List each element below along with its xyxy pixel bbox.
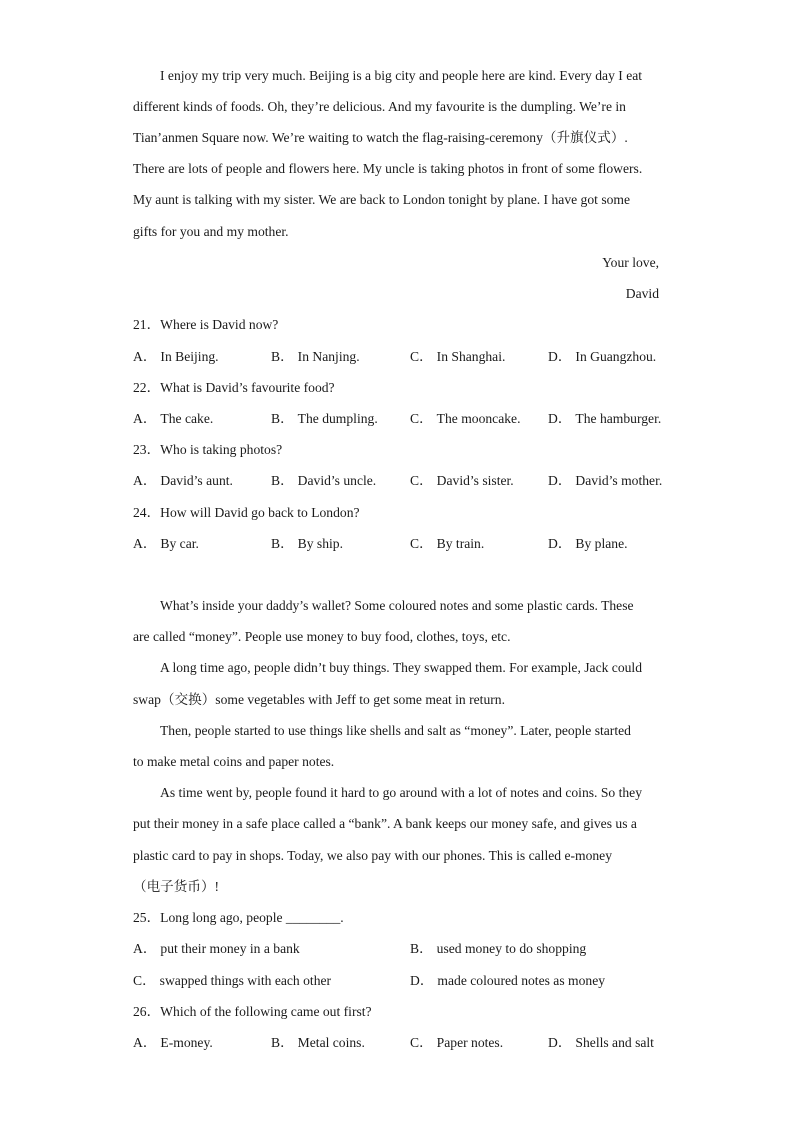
option-c: [410, 473, 514, 489]
passage2-line: What’s inside your daddy’s wallet? Some coloured notes and some plastic cards. These: [160, 598, 634, 613]
option-a: [133, 473, 233, 489]
option-b: [271, 349, 360, 365]
letter-closing: Your love,: [602, 255, 659, 270]
option-text: The cake.: [160, 411, 214, 426]
passage2-line: swap（交换）some vegetables with Jeff to get some meat in return.: [133, 692, 505, 707]
option-text: used money to do shopping: [436, 941, 587, 956]
option-c: [133, 973, 331, 989]
question-stem: 25．Long long ago, people ________.: [133, 910, 344, 925]
option-letter: B．: [410, 941, 433, 956]
option-text: David’s mother.: [575, 473, 663, 488]
option-text: By train.: [436, 536, 485, 551]
option-d: [410, 973, 605, 989]
option-a: [133, 349, 219, 365]
option-text: By plane.: [575, 536, 628, 551]
passage2-line: As time went by, people found it hard to go around with a lot of notes and coins. So they: [160, 785, 642, 800]
option-text: Metal coins.: [297, 1035, 365, 1050]
option-letter: A．: [133, 411, 157, 426]
option-letter: D．: [548, 473, 572, 488]
option-letter: D．: [548, 1035, 572, 1050]
option-d: [548, 473, 662, 489]
option-text: David’s uncle.: [297, 473, 377, 488]
option-text: Paper notes.: [436, 1035, 504, 1050]
option-letter: C．: [410, 411, 433, 426]
option-text: made coloured notes as money: [437, 973, 606, 988]
option-b: [271, 1035, 365, 1051]
option-letter: C．: [410, 1035, 433, 1050]
option-letter: B．: [271, 411, 294, 426]
option-a: [133, 1035, 213, 1051]
option-a: [133, 411, 213, 427]
letter-signature: David: [625, 286, 659, 301]
passage1-line: I enjoy my trip very much. Beijing is a big city and people here are kind. Every day I eat: [160, 68, 643, 83]
option-text: The hamburger.: [575, 411, 662, 426]
option-text: David’s aunt.: [160, 473, 233, 488]
option-letter: D．: [548, 411, 572, 426]
passage2-line: （电子货币）!: [133, 879, 220, 894]
option-letter: C．: [410, 349, 433, 364]
option-text: The dumpling.: [297, 411, 378, 426]
option-letter: A．: [133, 349, 157, 364]
question-stem: 21．Where is David now?: [133, 317, 279, 332]
passage2-line: to make metal coins and paper notes.: [133, 754, 335, 769]
option-text: In Guangzhou.: [575, 349, 657, 364]
option-b: [271, 411, 378, 427]
option-letter: A．: [133, 941, 157, 956]
option-letter: B．: [271, 473, 294, 488]
option-c: [410, 349, 505, 365]
option-letter: C．: [133, 973, 156, 988]
question-stem: 24．How will David go back to London?: [133, 505, 360, 520]
question-stem: 22．What is David’s favourite food?: [133, 380, 335, 395]
option-c: [410, 536, 484, 552]
option-letter: D．: [548, 349, 572, 364]
option-c: [410, 411, 520, 427]
option-letter: A．: [133, 536, 157, 551]
option-b: [410, 941, 586, 957]
option-text: put their money in a bank: [160, 941, 300, 956]
option-letter: A．: [133, 473, 157, 488]
option-letter: D．: [548, 536, 572, 551]
passage2-line: are called “money”. People use money to buy food, clothes, toys, etc.: [133, 629, 511, 644]
option-d: [548, 411, 661, 427]
option-letter: A．: [133, 1035, 157, 1050]
option-d: [548, 349, 656, 365]
passage1-line: different kinds of foods. Oh, they’re delicious. And my favourite is the dumpling. We’re in: [133, 99, 626, 114]
passage2-line: put their money in a safe place called a “bank”. A bank keeps our money safe, and gives us a: [133, 816, 637, 831]
question-stem: 23．Who is taking photos?: [133, 442, 283, 457]
passage2-line: A long time ago, people didn’t buy things. They swapped them. For example, Jack could: [160, 660, 642, 675]
option-letter: D．: [410, 973, 434, 988]
option-c: [410, 1035, 503, 1051]
option-letter: B．: [271, 536, 294, 551]
option-text: swapped things with each other: [159, 973, 332, 988]
option-b: [271, 536, 343, 552]
option-text: In Nanjing.: [297, 349, 360, 364]
option-d: [548, 1035, 654, 1051]
option-text: By car.: [160, 536, 199, 551]
passage1-line: My aunt is talking with my sister. We are back to London tonight by plane. I have got some: [133, 192, 631, 207]
question-stem: 26．Which of the following came out first?: [133, 1004, 372, 1019]
passage2-line: plastic card to pay in shops. Today, we also pay with our phones. This is called e-money: [133, 848, 613, 863]
option-text: E-money.: [160, 1035, 213, 1050]
option-d: [548, 536, 628, 552]
passage1-line: gifts for you and my mother.: [133, 224, 289, 239]
option-text: The mooncake.: [436, 411, 521, 426]
passage1-line: There are lots of people and flowers here. My uncle is taking photos in front of some flowers.: [133, 161, 643, 176]
option-text: In Shanghai.: [436, 349, 506, 364]
option-letter: B．: [271, 349, 294, 364]
option-text: By ship.: [297, 536, 343, 551]
option-letter: B．: [271, 1035, 294, 1050]
option-letter: C．: [410, 536, 433, 551]
option-a: [133, 536, 199, 552]
option-text: David’s sister.: [436, 473, 514, 488]
option-a: [133, 941, 300, 957]
option-b: [271, 473, 376, 489]
passage2-line: Then, people started to use things like shells and salt as “money”. Later, people started: [160, 723, 631, 738]
passage1-line: Tian’anmen Square now. We’re waiting to watch the flag-raising-ceremony（升旗仪式）.: [133, 130, 628, 145]
option-text: Shells and salt: [575, 1035, 654, 1050]
option-letter: C．: [410, 473, 433, 488]
option-text: In Beijing.: [160, 349, 219, 364]
